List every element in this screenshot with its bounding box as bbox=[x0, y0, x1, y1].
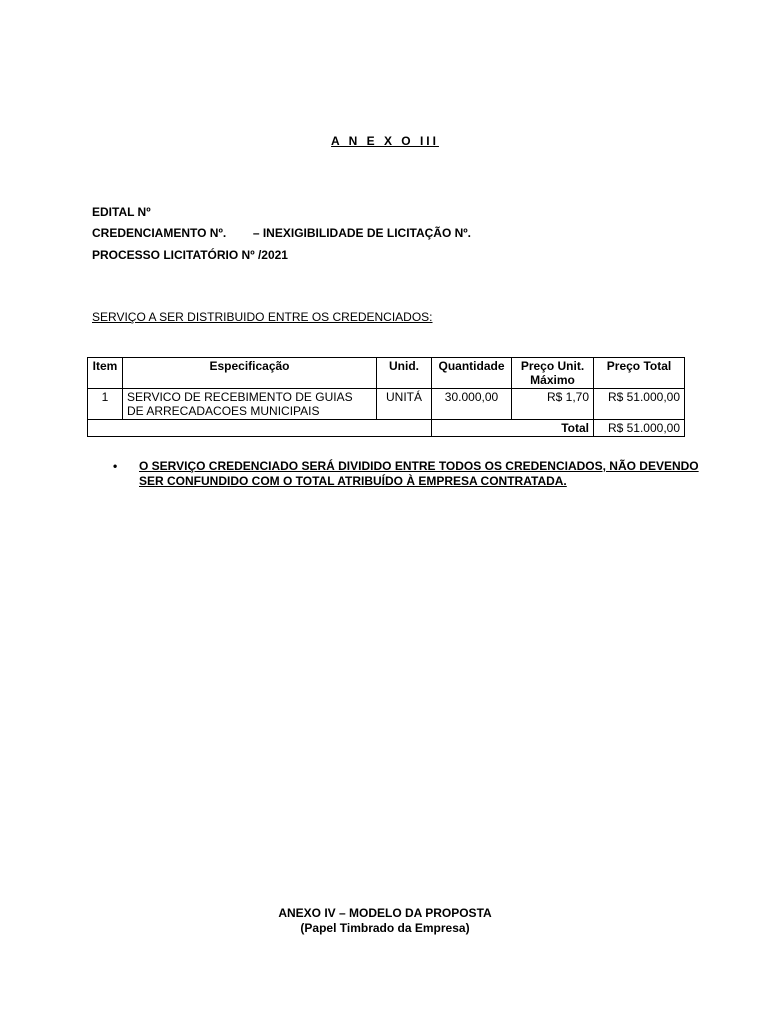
bullet-icon: • bbox=[113, 459, 118, 473]
total-label: Total bbox=[432, 420, 594, 437]
col-header-spec: Especificação bbox=[123, 358, 377, 389]
table-header-row bbox=[88, 358, 685, 389]
table-row bbox=[88, 389, 685, 420]
cell-qty: 30.000,00 bbox=[432, 389, 512, 420]
annex-title: A N E X O III bbox=[331, 134, 439, 148]
cell-spec: SERVICO DE RECEBIMENTO DE GUIAS DE ARRECADACOES MUNICIPAIS bbox=[123, 389, 377, 420]
col-header-item: Item bbox=[88, 358, 123, 389]
section-title: SERVIÇO A SER DISTRIBUIDO ENTRE OS CREDENCIADOS: bbox=[92, 310, 433, 324]
footer-title: ANEXO IV – MODELO DA PROPOSTA bbox=[278, 906, 492, 920]
col-header-unit: Unid. bbox=[377, 358, 432, 389]
total-value: R$ 51.000,00 bbox=[594, 420, 685, 437]
col-header-unit-price: Preço Unit. Máximo bbox=[512, 358, 594, 389]
col-header-total-price: Preço Total bbox=[594, 358, 685, 389]
col-header-qty: Quantidade bbox=[432, 358, 512, 389]
note-text: O SERVIÇO CREDENCIADO SERÁ DIVIDIDO ENTRE TODOS OS CREDENCIADOS, NÃO DEVENDO SER CONFUNDIDO COM O TOTAL ATRIBUÍDO À EMPRESA CONTRATADA. bbox=[139, 459, 699, 488]
credenciamento-line: CREDENCIAMENTO Nº. – INEXIGIBILIDADE DE LICITAÇÃO Nº. bbox=[92, 226, 472, 240]
cell-unit: UNITÁ bbox=[377, 389, 432, 420]
cell-unit-price: R$ 1,70 bbox=[512, 389, 594, 420]
processo-line: PROCESSO LICITATÓRIO Nº /2021 bbox=[92, 248, 288, 262]
cell-total-price: R$ 51.000,00 bbox=[594, 389, 685, 420]
total-empty-cell bbox=[88, 420, 432, 437]
footer-subtitle: (Papel Timbrado da Empresa) bbox=[300, 921, 470, 935]
edital-line: EDITAL Nº bbox=[92, 205, 151, 219]
cell-item: 1 bbox=[88, 389, 123, 420]
services-table bbox=[87, 357, 685, 437]
total-row bbox=[88, 420, 685, 437]
